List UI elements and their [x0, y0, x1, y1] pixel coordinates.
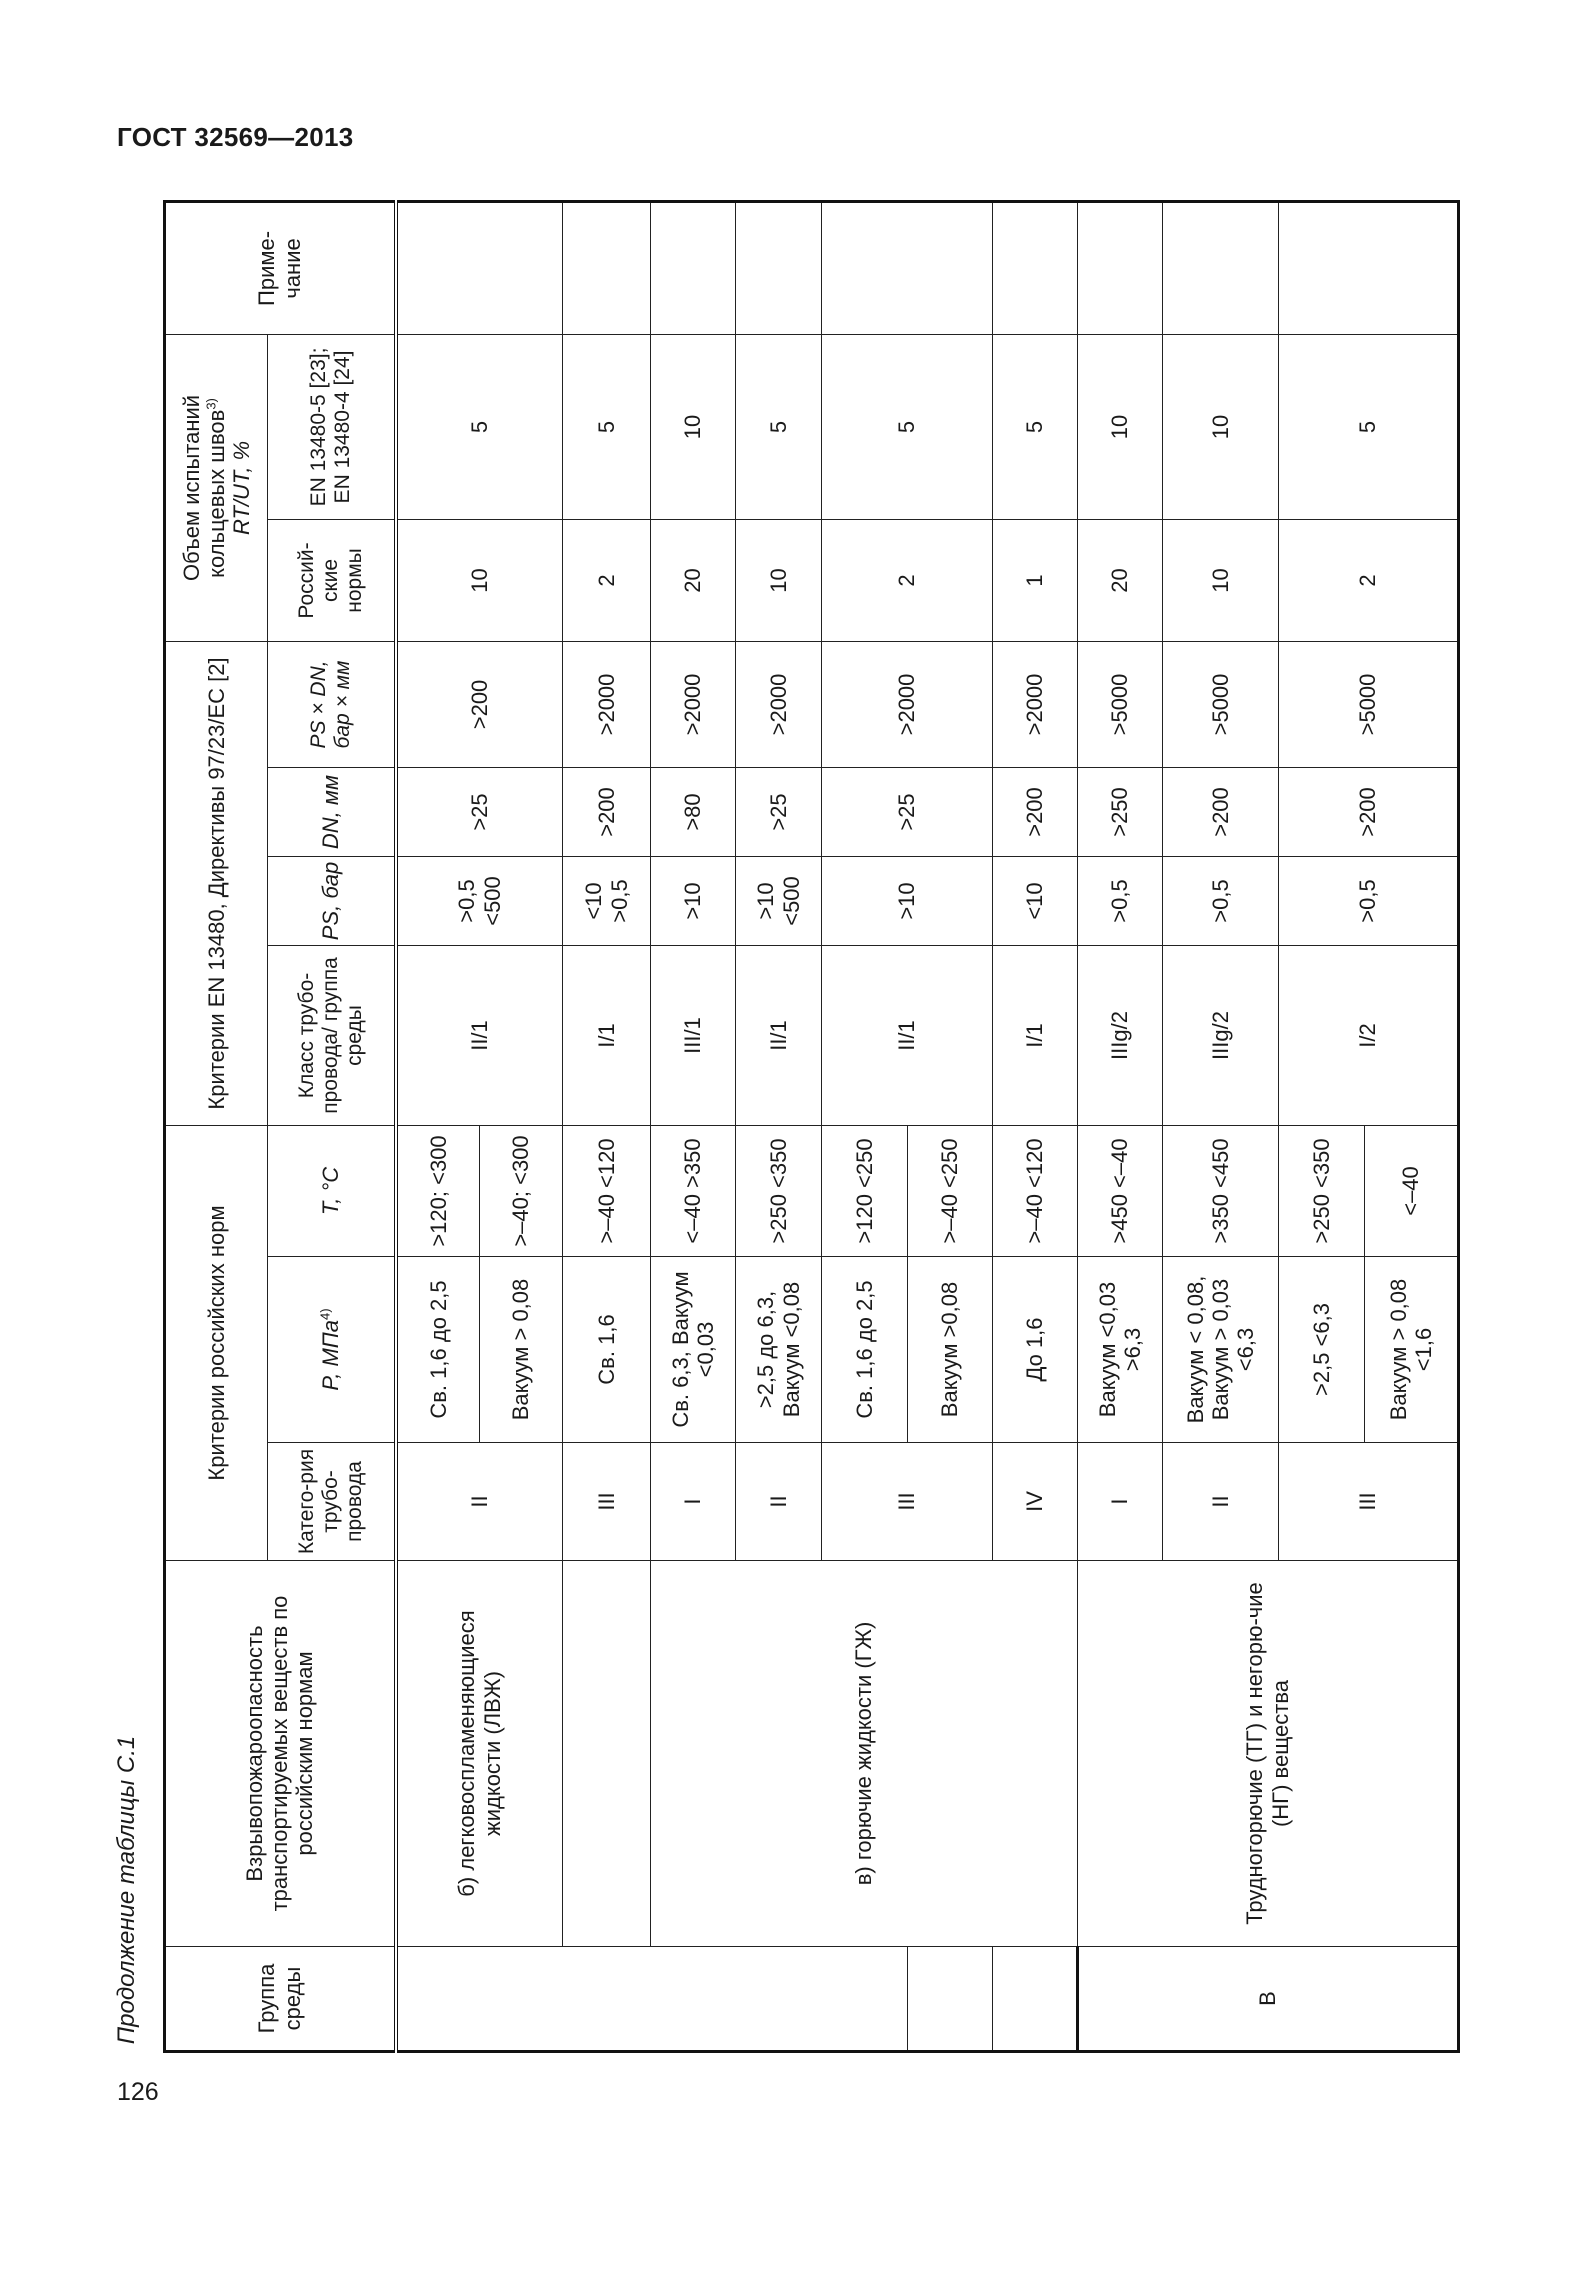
document-header: ГОСТ 32569—2013: [117, 122, 354, 152]
psdn-label: PS × DN, бар × мм: [306, 660, 354, 749]
temp-cell: >–40 <250: [908, 1126, 993, 1257]
pressure-label: P, МПа: [318, 1320, 344, 1391]
dn-cell: >25: [396, 768, 563, 857]
ru-norm-cell: 20: [1078, 519, 1163, 641]
rotated-table-container: [163, 203, 1458, 2053]
en-norm-cell: 10: [651, 334, 736, 519]
psdn-cell: >5000: [1163, 641, 1279, 767]
pressure-cell: Вакуум >0,08: [908, 1257, 993, 1443]
pressure-footnote: 4): [317, 1308, 333, 1320]
caption-container: [97, 1720, 157, 2060]
ps-cell: >0,5: [1078, 857, 1163, 946]
col-head-hazard: Взрывопожароопасность транспортируемых веществ по российским нормам: [165, 1561, 396, 1947]
psdn-cell: >2000: [736, 641, 822, 767]
col-head-ru-criteria: Критерии российских норм: [165, 1126, 268, 1561]
category-cell: III: [822, 1443, 993, 1561]
col-head-class: Класс трубо-провода/ группа среды: [268, 946, 396, 1126]
class-cell: I/1: [563, 946, 651, 1126]
col-head-en-norms: EN 13480-5 [23]; EN 13480-4 [24]: [268, 334, 396, 519]
table-caption: Продолжение таблицы С.1: [113, 1735, 140, 2045]
ru-norm-cell: 2: [1279, 519, 1459, 641]
dn-cell: >200: [1163, 768, 1279, 857]
ru-norm-cell: 20: [651, 519, 736, 641]
note-cell: [1163, 201, 1279, 334]
col-head-psdn: [268, 641, 396, 767]
ps-cell: >10 <500: [736, 857, 822, 946]
ps-label: PS, бар: [318, 861, 344, 941]
pressure-cell: Св. 1,6: [563, 1257, 651, 1443]
temp-cell: >–40 <120: [563, 1126, 651, 1257]
en-norm-cell: 5: [396, 334, 563, 519]
note-cell: [1279, 201, 1459, 334]
dn-cell: >200: [1279, 768, 1459, 857]
note-cell: [1078, 201, 1163, 334]
note-cell: [563, 201, 651, 334]
table-row: [563, 201, 651, 2051]
pressure-cell: До 1,6: [993, 1257, 1078, 1443]
dn-label: DN, мм: [318, 774, 344, 850]
dn-cell: >25: [736, 768, 822, 857]
note-cell: [396, 201, 563, 334]
pressure-cell: Вакуум > 0,08: [480, 1257, 563, 1443]
group-cell-empty: [908, 1947, 993, 2052]
ru-norm-cell: 2: [563, 519, 651, 641]
class-cell: I/2: [1279, 946, 1459, 1126]
class-cell: II/1: [736, 946, 822, 1126]
col-head-dn: [268, 768, 396, 857]
psdn-cell: >2000: [822, 641, 993, 767]
category-cell: II: [736, 1443, 822, 1561]
temp-label: T, °C: [318, 1166, 344, 1216]
ps-cell: >10: [822, 857, 993, 946]
psdn-cell: >2000: [651, 641, 736, 767]
note-cell: [993, 201, 1078, 334]
en-norm-cell: 5: [993, 334, 1078, 519]
col-head-temp: [268, 1126, 396, 1257]
ps-cell: >10: [651, 857, 736, 946]
note-cell: [736, 201, 822, 334]
ps-cell: <10 >0,5: [563, 857, 651, 946]
table-row: [396, 201, 480, 2051]
ps-cell: >0,5: [1279, 857, 1459, 946]
category-cell: IV: [993, 1443, 1078, 1561]
temp-cell: >–40; <300: [480, 1126, 563, 1257]
ps-cell: >0,5: [1163, 857, 1279, 946]
col-head-pressure: [268, 1257, 396, 1443]
pressure-cell: >2,5 до 6,3, Вакуум <0,08: [736, 1257, 822, 1443]
hazard-cell: Трудногорючие (ТГ) и негорю-чие (НГ) вещества: [1078, 1561, 1459, 1947]
temp-cell: >120 <250: [822, 1126, 908, 1257]
temp-cell: >250 <350: [736, 1126, 822, 1257]
col-head-volume: [165, 334, 268, 641]
table-row: [651, 201, 736, 2051]
category-cell: II: [396, 1443, 563, 1561]
volume-footnote: 3): [203, 398, 219, 410]
volume-unit: RT/UT, %: [229, 440, 255, 536]
hazard-cell: в) горючие жидкости (ГЖ): [651, 1561, 1078, 1947]
note-cell: [822, 201, 993, 334]
col-head-group: Группа среды: [165, 1947, 396, 2052]
pressure-cell: Св. 6,3, Вакуум <0,03: [651, 1257, 736, 1443]
ps-cell: >0,5 <500: [396, 857, 563, 946]
volume-label: Объем испытаний кольцевых швов: [178, 394, 229, 581]
header-row-1: [165, 201, 268, 2051]
col-head-ps: [268, 857, 396, 946]
psdn-cell: >2000: [563, 641, 651, 767]
page-number: 126: [117, 2078, 159, 2106]
note-cell: [651, 201, 736, 334]
category-cell: III: [1279, 1443, 1459, 1561]
temp-cell: <–40 >350: [651, 1126, 736, 1257]
ru-norm-cell: 2: [822, 519, 993, 641]
dn-cell: >80: [651, 768, 736, 857]
class-cell: III/1: [651, 946, 736, 1126]
pressure-cell: Св. 1,6 до 2,5: [822, 1257, 908, 1443]
ps-cell: <10: [993, 857, 1078, 946]
psdn-cell: >5000: [1078, 641, 1163, 767]
hazard-cell: б) легковоспламеняющиеся жидкости (ЛВЖ): [396, 1561, 563, 1947]
category-cell: I: [1078, 1443, 1163, 1561]
pressure-cell: Вакуум > 0,08 <1,6: [1365, 1257, 1459, 1443]
en-norm-cell: 10: [1078, 334, 1163, 519]
ru-norm-cell: 10: [1163, 519, 1279, 641]
class-cell: IIIg/2: [1163, 946, 1279, 1126]
col-head-ru-norms: Россий-ские нормы: [268, 519, 396, 641]
col-head-note: Приме-чание: [165, 201, 396, 334]
temp-cell: <–40: [1365, 1126, 1459, 1257]
temp-cell: >120; <300: [396, 1126, 480, 1257]
category-cell: I: [651, 1443, 736, 1561]
en-norm-cell: 5: [1279, 334, 1459, 519]
group-cell-empty: [396, 1947, 908, 2052]
dn-cell: >200: [993, 768, 1078, 857]
dn-cell: >200: [563, 768, 651, 857]
pressure-cell: Вакуум <0,03 >6,3: [1078, 1257, 1163, 1443]
col-head-category: Катего-рия трубо-провода: [268, 1443, 396, 1561]
ru-norm-cell: 1: [993, 519, 1078, 641]
class-cell: IIIg/2: [1078, 946, 1163, 1126]
psdn-cell: >200: [396, 641, 563, 767]
category-cell: II: [1163, 1443, 1279, 1561]
pressure-cell: Вакуум < 0,08, Вакуум > 0,03 <6,3: [1163, 1257, 1279, 1443]
dn-cell: >25: [822, 768, 993, 857]
table-row: [1078, 201, 1163, 2051]
temp-cell: >450 <–40: [1078, 1126, 1163, 1257]
ru-norm-cell: 10: [396, 519, 563, 641]
col-head-en-criteria: Критерии EN 13480, Директивы 97/23/ЕС [2]: [165, 641, 268, 1125]
en-norm-cell: 5: [822, 334, 993, 519]
group-cell-empty: [993, 1947, 1078, 2052]
criteria-table: [163, 200, 1460, 2053]
en-norm-cell: 5: [563, 334, 651, 519]
category-cell: III: [563, 1443, 651, 1561]
class-cell: I/1: [993, 946, 1078, 1126]
en-norm-cell: 5: [736, 334, 822, 519]
temp-cell: >350 <450: [1163, 1126, 1279, 1257]
class-cell: II/1: [396, 946, 563, 1126]
pressure-cell: Св. 1,6 до 2,5: [396, 1257, 480, 1443]
en-norm-cell: 10: [1163, 334, 1279, 519]
ru-norm-cell: 10: [736, 519, 822, 641]
pressure-cell: >2,5 <6,3: [1279, 1257, 1365, 1443]
hazard-cell-cont: [563, 1561, 651, 1947]
psdn-cell: >5000: [1279, 641, 1459, 767]
dn-cell: >250: [1078, 768, 1163, 857]
group-cell: В: [1078, 1947, 1459, 2052]
psdn-cell: >2000: [993, 641, 1078, 767]
temp-cell: >250 <350: [1279, 1126, 1365, 1257]
temp-cell: >–40 <120: [993, 1126, 1078, 1257]
class-cell: II/1: [822, 946, 993, 1126]
